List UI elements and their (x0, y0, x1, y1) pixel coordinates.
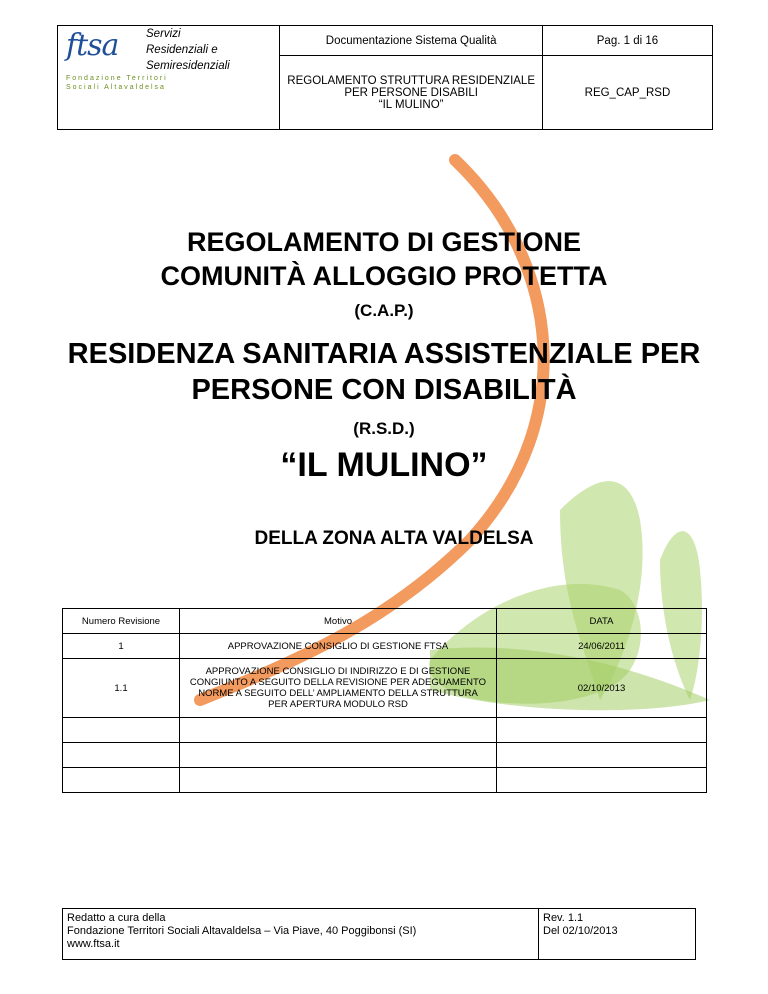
column-header: Motivo (180, 609, 497, 634)
logo-subtitle: Fondazione Territori Sociali Altavaldelsa (66, 75, 168, 91)
footer-line: Del 02/10/2013 (543, 925, 618, 937)
table-header-row (63, 609, 707, 634)
footer-line: Rev. 1.1 (543, 912, 584, 924)
revision-number: 1 (63, 634, 180, 659)
revision-reason (180, 659, 497, 718)
structure-name: “IL MULINO” (280, 446, 488, 484)
empty-row (63, 743, 707, 768)
footer-revision (539, 909, 696, 960)
reason-line: APPROVAZIONE CONSIGLIO DI INDIRIZZO E DI GESTIONE (205, 666, 471, 677)
zone-subtitle: DELLA ZONA ALTA VALDELSA (254, 528, 534, 549)
doc-title-line: REGOLAMENTO STRUTTURA RESIDENZIALE (287, 74, 535, 87)
rsd-title-line: PERSONE CON DISABILITÀ (191, 374, 577, 406)
ftsa-logo: ftsa (66, 28, 119, 63)
rsd-abbreviation: (R.S.D.) (353, 419, 415, 438)
main-title (0, 225, 768, 293)
rsd-title-line: RESIDENZA SANITARIA ASSISTENZIALE PER (67, 338, 701, 370)
revision-number: 1.1 (63, 659, 180, 718)
cap-abbreviation: (C.A.P.) (354, 301, 414, 320)
empty-row (63, 718, 707, 743)
revisions-table (62, 608, 707, 793)
table-row (63, 659, 707, 718)
column-header: Numero Revisione (63, 609, 180, 634)
revision-date: 02/10/2013 (497, 659, 707, 718)
doc-title-line: PER PERSONE DISABILI (344, 86, 478, 99)
empty-row (63, 768, 707, 793)
page-number: Pag. 1 di 16 (542, 26, 712, 56)
document-header (57, 25, 713, 130)
column-header: DATA (497, 609, 707, 634)
doc-title-line: “IL MULINO” (378, 98, 444, 111)
reason-line: NORME A SEGUITO DELL’ AMPLIAMENTO DELLA STRUTTURA (198, 688, 478, 699)
reason-line: CONGIUNTO A SEGUITO DELLA REVISIONE PER ADEGUAMENTO (189, 677, 487, 688)
table-row (63, 634, 707, 659)
footer-line: Redatto a cura della (67, 912, 166, 924)
doc-system-label: Documentazione Sistema Qualità (280, 26, 543, 56)
footer-line: Fondazione Territori Sociali Altavaldelsa – Via Piave, 40 Poggibonsi (SI) (67, 925, 417, 937)
logo-cell (58, 26, 280, 130)
rsd-title (0, 336, 768, 408)
revision-reason: APPROVAZIONE CONSIGLIO DI GESTIONE FTSA (180, 634, 497, 659)
doc-title (280, 56, 543, 130)
doc-code: REG_CAP_RSD (542, 56, 712, 130)
revision-date: 24/06/2011 (497, 634, 707, 659)
footer-link[interactable]: www.ftsa.it (67, 938, 120, 950)
document-footer (62, 908, 696, 960)
main-title-line: COMUNITÀ ALLOGGIO PROTETTA (160, 261, 608, 291)
reason-line: PER APERTURA MODULO RSD (268, 699, 408, 710)
footer-author (63, 909, 539, 960)
org-name: Servizi Residenziali e Semiresidenziali (146, 28, 230, 72)
main-title-line: REGOLAMENTO DI GESTIONE (186, 227, 582, 257)
